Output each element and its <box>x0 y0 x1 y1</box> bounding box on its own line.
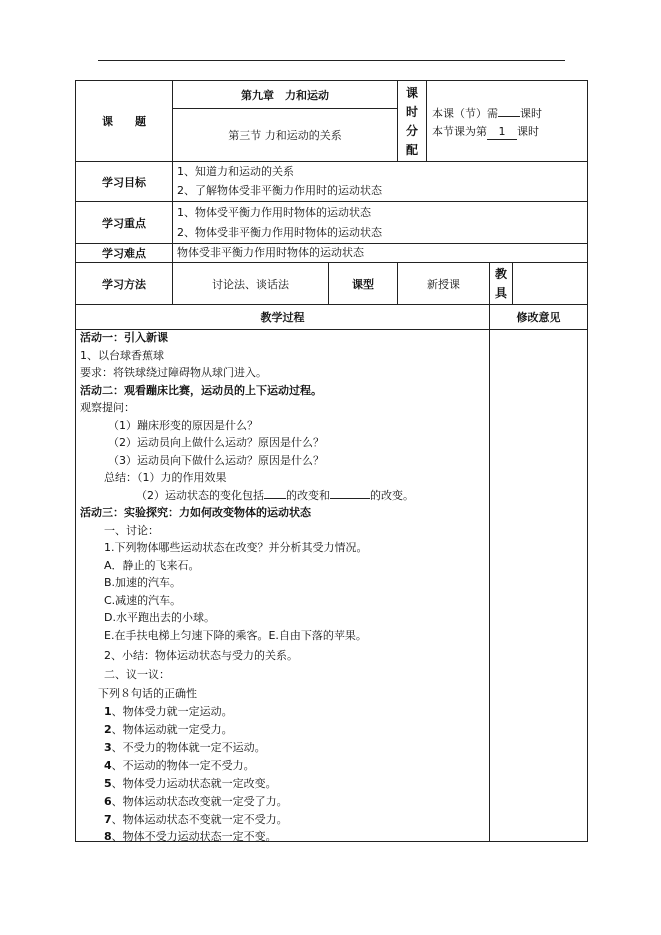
statement-item: 6、物体运动状态改变就一定受了力。 <box>104 795 288 808</box>
process-line: 1.下列物体哪些运动状态在改变？并分析其受力情况。 <box>104 541 368 554</box>
goal-item: 2、了解物体受非平衡力作用时的运动状态 <box>177 184 382 197</box>
process-body <box>75 329 490 842</box>
difficulty-label-cell <box>75 243 173 263</box>
revision-body <box>489 329 588 842</box>
jiaoju-value-cell <box>512 262 588 305</box>
section-cell <box>172 108 398 162</box>
keshi-label-cell <box>397 80 427 162</box>
option-item: B.加速的汽车。 <box>104 576 182 589</box>
question-item: （3）运动员向下做什么运动？原因是什么？ <box>108 454 324 467</box>
goals-content <box>172 161 588 202</box>
summary-line-2: （2）运动状态的变化包括 的改变和 的改变。 <box>136 489 414 502</box>
process-line: 要求：将铁球绕过障碍物从球门进入。 <box>80 366 267 379</box>
keypoints-label: 学习重点 <box>102 216 146 230</box>
statement-item: 4、不运动的物体一定不受力。 <box>104 759 255 772</box>
revision-header-cell <box>489 304 588 330</box>
statement-item: 3、不受力的物体就一定不运动。 <box>104 741 266 754</box>
top-rule <box>98 60 565 61</box>
type-value-cell <box>397 262 490 305</box>
chapter-cell <box>172 80 398 109</box>
section-title: 第三节 力和运动的关系 <box>228 129 342 142</box>
statement-item: 8、物体不受力运动状态一定不变。 <box>104 830 277 843</box>
activity-3-title: 活动三：实验探究：力如何改变物体的运动状态 <box>80 506 311 519</box>
option-item: D.水平跑出去的小球。 <box>104 611 215 624</box>
keypoints-label-cell <box>75 201 173 244</box>
method-label-cell <box>75 262 173 305</box>
type-label: 课型 <box>352 277 374 291</box>
process-line: 2、小结：物体运动状态与受力的关系。 <box>104 649 298 662</box>
jiaoju-label-cell <box>489 262 513 305</box>
process-line: 二、议一议： <box>104 668 170 681</box>
goal-item: 1、知道力和运动的关系 <box>177 165 294 178</box>
question-item: （2）运动员向上做什么运动？原因是什么？ <box>108 436 324 449</box>
summary-line: 总结：（1）力的作用效果 <box>104 471 227 484</box>
goals-label: 学习目标 <box>102 175 146 189</box>
methods-cell <box>172 262 329 305</box>
activity-1-title: 活动一：引入新课 <box>80 331 168 344</box>
keypoint-item: 1、物体受平衡力作用时物体的运动状态 <box>177 206 371 219</box>
keti-label: 课 题 <box>102 115 146 128</box>
keypoint-item: 2、物体受非平衡力作用时物体的运动状态 <box>177 226 382 239</box>
keypoints-content <box>172 201 588 244</box>
process-header: 教学过程 <box>260 311 305 324</box>
chapter-title: 第九章 力和运动 <box>241 88 329 102</box>
hours-line-2: 本节课为第 1 课时 <box>432 125 539 138</box>
option-item: E.在手扶电梯上匀速下降的乘客。E.自由下落的苹果。 <box>104 629 367 642</box>
revision-header: 修改意见 <box>516 311 561 324</box>
hours-blank <box>498 116 520 117</box>
hours-line-1: 本课（节）需 课时 <box>432 107 542 120</box>
statement-item: 7、物体运动状态不变就一定不受力。 <box>104 813 288 826</box>
activity-2-title: 活动二：观看蹦床比赛，运动员的上下运动过程。 <box>80 384 322 397</box>
hours-cell <box>426 80 588 162</box>
goals-label-cell <box>75 161 173 202</box>
statement-item: 5、物体受力运动状态就一定改变。 <box>104 777 277 790</box>
methods-text: 讨论法、谈话法 <box>212 277 289 291</box>
type-label-cell <box>328 262 398 305</box>
keshi-label: 课 时 分 配 <box>405 86 418 157</box>
fill-blank <box>330 498 370 499</box>
option-item: A．静止的飞来石。 <box>104 559 200 572</box>
lesson-number: 1 <box>487 125 517 140</box>
jiaoju-label: 教 具 <box>494 267 507 300</box>
keti-label-cell <box>75 80 173 162</box>
difficulty-text: 物体受非平衡力作用时物体的运动状态 <box>177 246 364 259</box>
type-value: 新授课 <box>427 277 460 291</box>
process-header-cell <box>75 304 490 330</box>
option-item: C.减速的汽车。 <box>104 594 182 607</box>
difficulty-content <box>172 243 588 263</box>
difficulty-label: 学习难点 <box>102 247 146 260</box>
process-line: 观察提问： <box>80 401 135 414</box>
question-item: （1）蹦床形变的原因是什么？ <box>108 419 258 432</box>
fill-blank <box>264 498 286 499</box>
statement-item: 2、物体运动就一定受力。 <box>104 723 233 736</box>
process-line: 下列８句话的正确性 <box>98 687 197 700</box>
process-line: 1、以台球香蕉球 <box>80 349 164 362</box>
process-line: 一、讨论： <box>104 524 159 537</box>
statement-item: 1、物体受力就一定运动。 <box>104 705 233 718</box>
method-label: 学习方法 <box>102 277 146 291</box>
